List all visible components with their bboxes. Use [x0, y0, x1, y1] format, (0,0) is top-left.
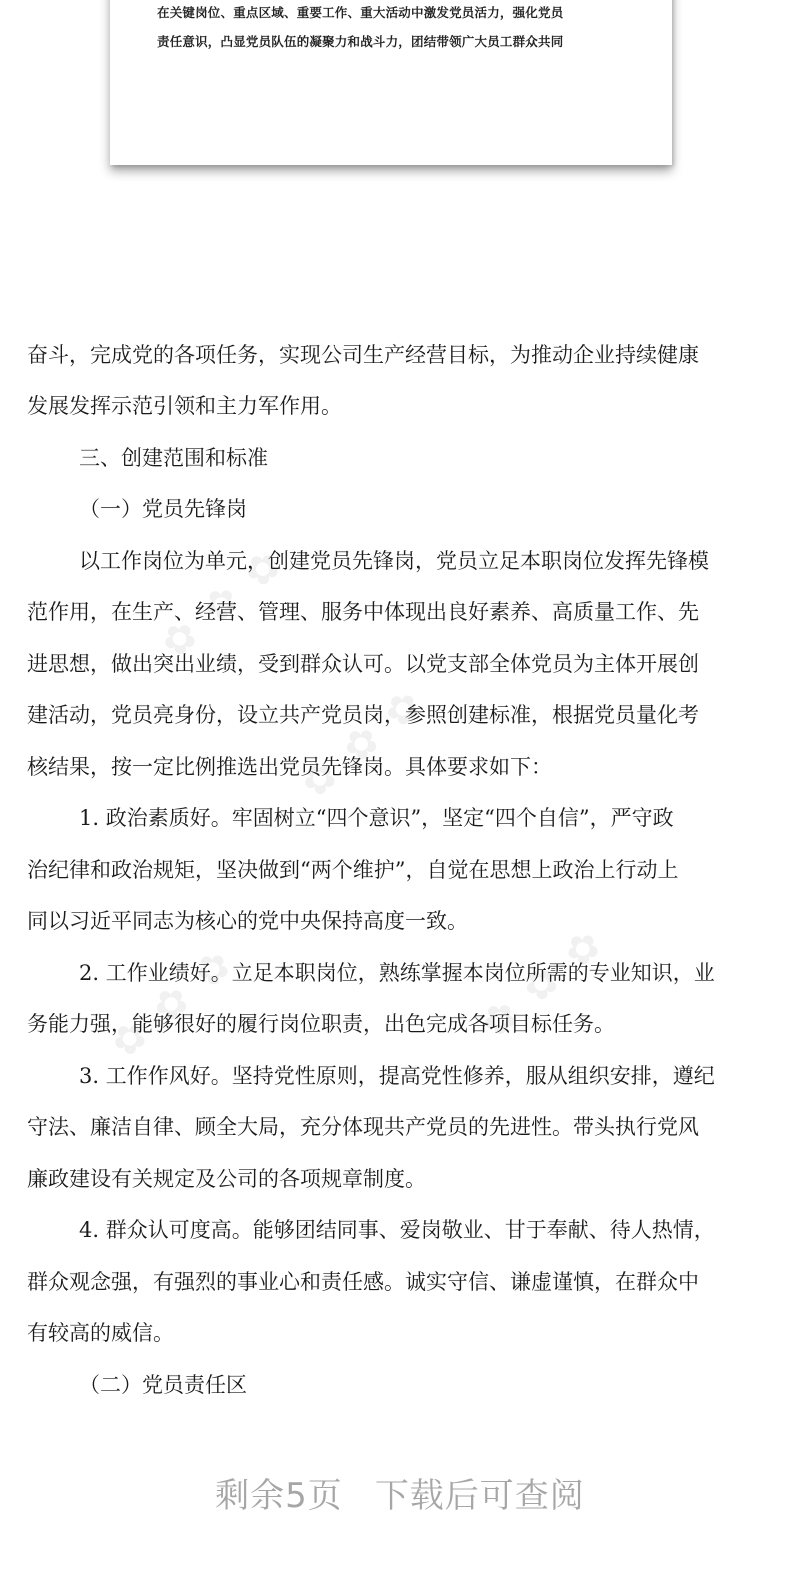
download-prompt[interactable]: [0, 1468, 800, 1517]
paragraph-line: 治纪律和政治规矩，坚决做到“两个维护”，自觉在思想上政治上行动上: [27, 858, 679, 882]
paragraph-line: 同以习近平同志为核心的党中央保持高度一致。: [27, 909, 468, 933]
paragraph-line: 有较高的威信。: [27, 1321, 174, 1345]
paragraph-line: 核结果，按一定比例推选出党员先锋岗。具体要求如下：: [27, 755, 552, 779]
watermark-icon: ✿ ✿ ✿: [292, 678, 434, 808]
paragraph-line: 3. 工作作风好。坚持党性原则，提高党性修养，服从组织安排，遵纪: [79, 1064, 715, 1088]
watermark-icon: ✿ ✿ ✿: [472, 918, 614, 1048]
preview-text-line: 在关键岗位、重点区域、重要工作、重大活动中激发党员活力，强化党员: [157, 5, 564, 20]
paragraph-line: 务能力强，能够很好的履行岗位职责，出色完成各项目标任务。: [27, 1012, 615, 1036]
watermark-icon: ✿ ✿ ✿: [152, 538, 294, 668]
remaining-pages-label: 剩余5页: [215, 1476, 343, 1516]
paragraph-line: 建活动，党员亮身份，设立共产党员岗，参照创建标准，根据党员量化考: [27, 703, 699, 727]
paragraph-line: 4. 群众认可度高。能够团结同事、爱岗敬业、甘于奉献、待人热情，: [79, 1218, 715, 1242]
paragraph-line: 廉政建设有关规定及公司的各项规章制度。: [27, 1167, 426, 1191]
paragraph-line: 2. 工作业绩好。立足本职岗位，熟练掌握本岗位所需的专业知识，业: [79, 961, 715, 985]
subsection-heading: （二）党员责任区: [79, 1373, 247, 1397]
paragraph-line: 奋斗，完成党的各项任务，实现公司生产经营目标，为推动企业持续健康: [27, 343, 699, 367]
paragraph-line: 守法、廉洁自律、顾全大局，充分体现共产党员的先进性。带头执行党风: [27, 1115, 699, 1139]
paragraph-line: 进思想，做出突出业绩，受到群众认可。以党支部全体党员为主体开展创: [27, 652, 699, 676]
paragraph-line: 范作用，在生产、经营、管理、服务中体现出良好素养、高质量工作、先: [27, 600, 699, 624]
preview-text-line: 责任意识，凸显党员队伍的凝聚力和战斗力，团结带领广大员工群众共同: [157, 34, 564, 49]
paragraph-line: 发展发挥示范引领和主力军作用。: [27, 394, 342, 418]
paragraph-line: 以工作岗位为单元，创建党员先锋岗，党员立足本职岗位发挥先锋模: [79, 549, 709, 573]
paragraph-line: 1. 政治素质好。牢固树立“四个意识”，坚定“四个自信”，严守政: [79, 806, 674, 830]
download-to-view-label: 下载后可查阅: [374, 1476, 585, 1516]
page-preview-card: [110, 0, 672, 165]
section-heading: 三、创建范围和标准: [79, 446, 268, 470]
watermark-icon: ✿ ✿ ✿: [102, 938, 244, 1068]
paragraph-line: 群众观念强，有强烈的事业心和责任感。诚实守信、谦虚谨慎，在群众中: [27, 1270, 699, 1294]
subsection-heading: （一）党员先锋岗: [79, 497, 247, 521]
